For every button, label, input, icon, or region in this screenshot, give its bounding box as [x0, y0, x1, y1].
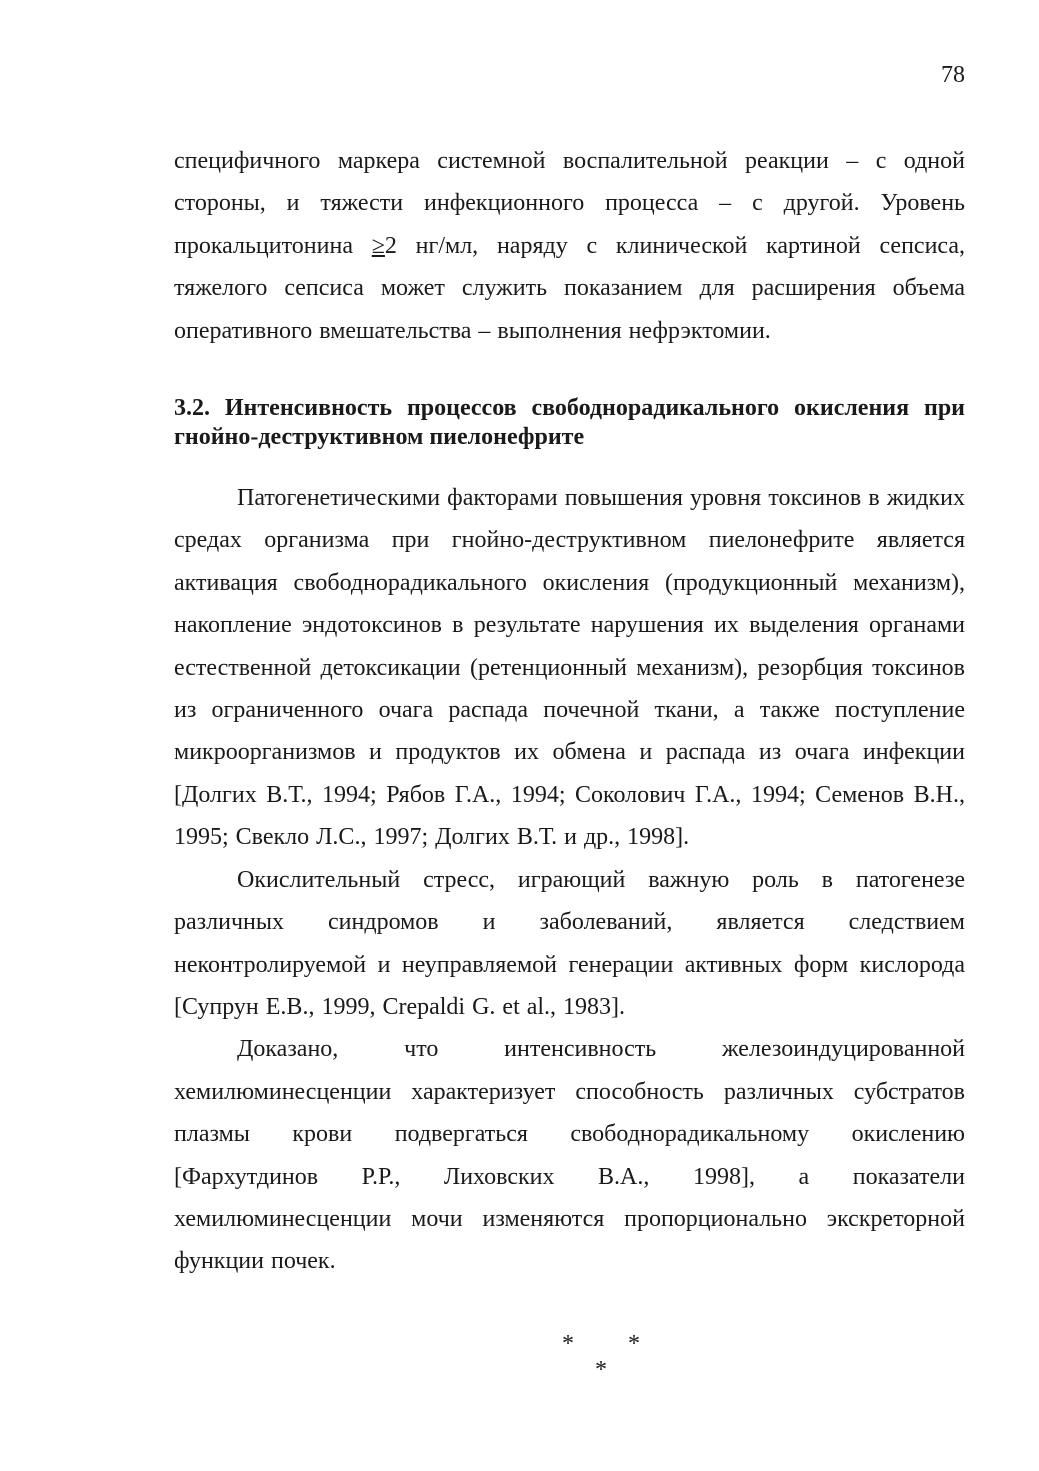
intro-text-part2: 2 нг/мл, наряду с клинической картиной сепсиса, тяжелого сепсиса может служить показанием для расширения объема оперативного вмешательства – выполнения нефрэктомии. [174, 232, 966, 344]
body-paragraph-3: Доказано, что интенсивность железоиндуцированной хемилюминесценции характеризует способность различных субстратов плазмы крови подвергаться свободнорадикальному окислению [Фархутдинов Р.Р., Лиховских В.А., 1998], а показатели хемилюминесценции мочи изменяются пропорционально экскреторной функции почек. [174, 1036, 965, 1275]
section-heading: 3.2. Интенсивность процессов свободнорадикального окисления при гнойно-деструктивном пиелонефрите [174, 395, 965, 451]
separator-star-left: * [562, 1331, 574, 1357]
page-number: 78 [941, 62, 965, 88]
separator-star-right: * [628, 1331, 640, 1357]
body-paragraph-2: Окислительный стресс, играющий важную роль в патогенезе различных синдромов и заболеваний, является следствием неконтролируемой и неуправляемой генерации активных форм кислорода [Супрун Е.В., 1999, Crepaldi G. et al., 1983]. [174, 866, 965, 1020]
page-content [174, 140, 965, 1283]
intro-paragraph [174, 140, 965, 352]
body-paragraph-1: Патогенетическими факторами повышения уровня токсинов в жидких средах организма при гнойно-деструктивном пиелонефрите является активация свободнорадикального окисления (продукционный механизм), накопление эндотоксинов в результате нарушения их выделения органами естественной детоксикации (ретенционный механизм), резорбция токсинов из ограниченного очага распада почечной ткани, а также поступление микроорганизмов и продуктов их обмена и распада из очага инфекции [Долгих В.Т., 1994; Рябов Г.А., 1994; Соколович Г.А., 1994; Семенов В.Н., 1995; Свекло Л.С., 1997; Долгих В.Т. и др., 1998]. [174, 485, 965, 851]
intro-text-part1: специфичного маркера системной воспалительной реакции – с одной стороны, и тяжести инфекционного процесса – с другой. Уровень прокальцитонина [174, 148, 965, 259]
greater-or-equal-symbol: ≥ [371, 232, 385, 259]
separator-star-bottom: * [595, 1357, 607, 1383]
